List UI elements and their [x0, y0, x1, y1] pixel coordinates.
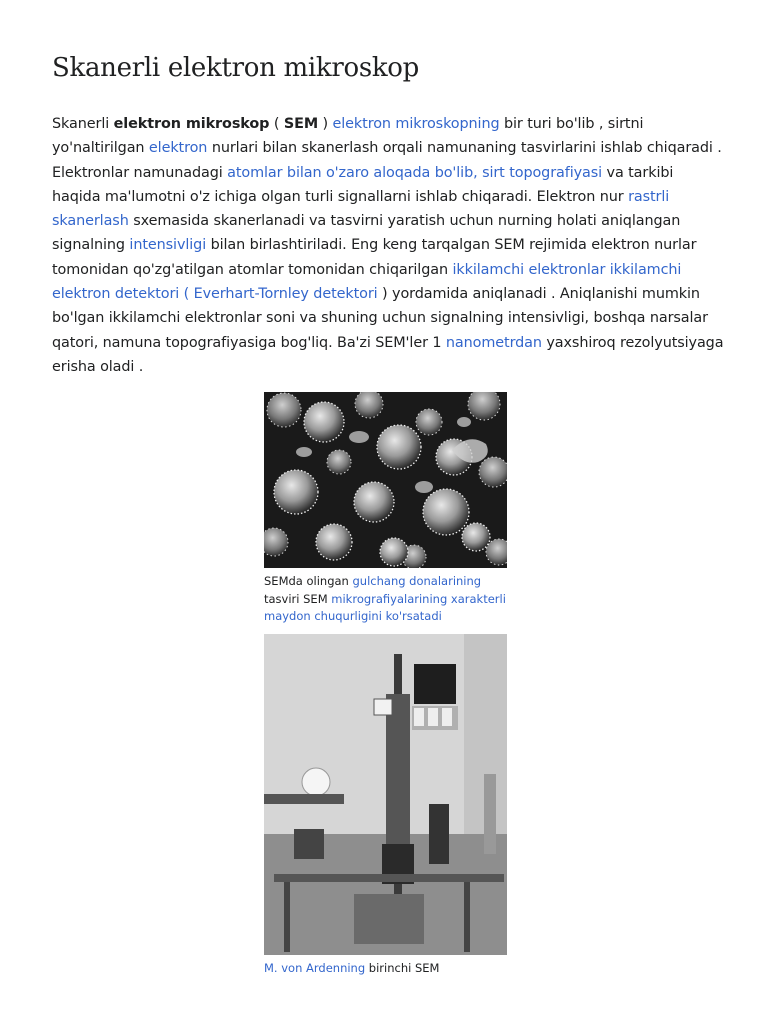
figure-pollen-caption — [264, 573, 507, 626]
link-atomlar[interactable]: atomlar bilan o'zaro aloqada bo'lib, sirt topografiyasi — [227, 164, 603, 181]
caption-text: birinchi SEM — [365, 961, 440, 975]
link-gulchang[interactable]: gulchang donalarining — [352, 574, 482, 588]
caption-text: tasviri SEM — [264, 591, 332, 606]
text-run: nurlari bilan skanerlash orqali namunaning tasvirlarini ishlab chiqaradi . Elektronlar namunadagi — [52, 140, 722, 181]
bold-term: elektron mikroskop — [113, 116, 270, 132]
link-von-ardenne[interactable]: M. von Ardenning — [264, 961, 366, 975]
text-run: ) — [318, 116, 333, 132]
first-sem-photo[interactable] — [264, 634, 507, 955]
text-run: va tarkibi haqida ma'lumotni o'z ichiga olgan turli signallarni ishlab chiqaradi. Elektron nur — [52, 164, 674, 205]
figure-pollen — [264, 392, 507, 626]
text-run: sxemasida skanerlanadi va tasvirni yaratish uchun nurning holati aniqlangan signalning — [52, 213, 681, 254]
figure-first-sem-caption — [264, 960, 507, 978]
text-run: yaxshiroq rezolyutsiyaga erisha oladi . — [52, 334, 724, 375]
page-title: Skanerli elektron mikroskop — [52, 53, 420, 83]
text-run: bir turi bo'lib , sirtni yo'naltirilgan — [52, 116, 644, 157]
intro-paragraph — [52, 112, 724, 379]
pollen-sem-image[interactable] — [264, 392, 507, 568]
link-ikkilamchi-elektronlar[interactable]: ikkilamchi elektronlar ikkilamchi elektron detektori ( Everhart-Tornley detektori — [52, 261, 682, 303]
text-run: bilan birlashtiriladi. Eng keng tarqalgan SEM rejimida elektron nurlar tomonidan qo'zg'atilgan atomlar tomonidan chiqarilgan — [52, 237, 697, 278]
figure-first-sem — [264, 634, 507, 978]
link-elektron[interactable]: elektron — [148, 140, 208, 157]
text-run: ( — [269, 116, 284, 132]
link-elektron-mikroskop[interactable]: elektron mikroskopning — [332, 116, 500, 132]
link-mikrografiya[interactable]: mikrografiyalarining xarakterli maydon chuqurligini ko'rsatadi — [264, 591, 506, 623]
caption-text: SEMda olingan — [264, 574, 353, 588]
link-nanometr[interactable]: nanometrdan — [445, 334, 542, 351]
link-intensivlik[interactable]: intensivligi — [129, 237, 207, 254]
text-run: Skanerli — [52, 116, 114, 132]
text-run: ) yordamida aniqlanadi . Aniqlanishi mumkin bo'lgan ikkilamchi elektronlar soni va shuning uchun signalning intensivligi, boshqa narsalar qatori, namuna topografiyasiga bog'liq. Ba'zi SEM'ler 1 — [52, 286, 708, 351]
link-rastrli-skanerlash[interactable]: rastrli skanerlash — [52, 188, 670, 230]
bold-term-abbr: SEM — [283, 116, 319, 132]
